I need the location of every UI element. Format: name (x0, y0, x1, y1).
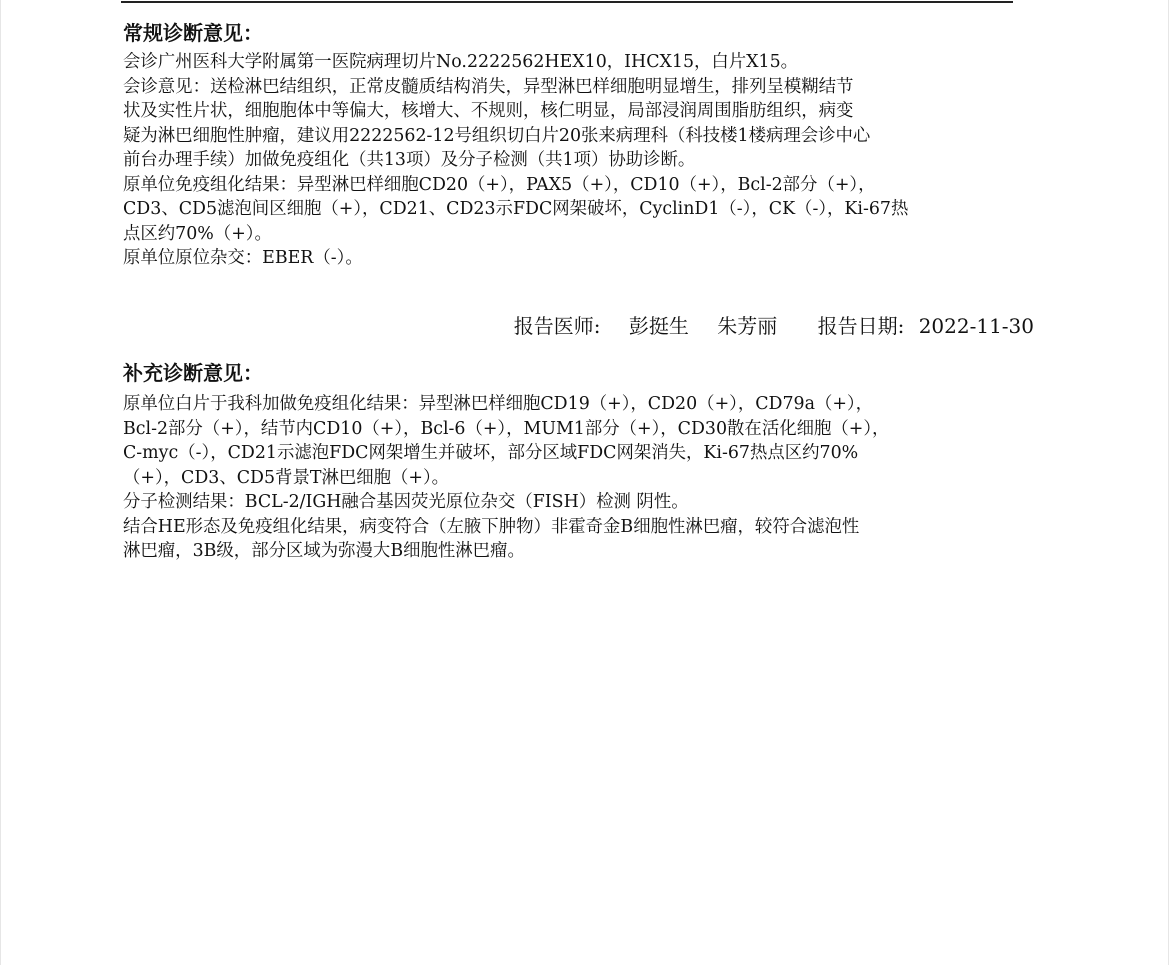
page-left-border (0, 0, 1, 965)
doctor-name-2: 朱芳丽 (717, 314, 778, 338)
supplementary-line: C-myc（-），CD21示滤泡FDC网架增生并破坏，部分区域FDC网架消失，Ki-67热点区约70% (123, 443, 859, 463)
routine-diagnosis-body (123, 50, 1033, 271)
supplementary-diagnosis-section (123, 360, 1033, 564)
supplementary-diagnosis-body (123, 392, 1033, 564)
doctor-name-1: 彭挺生 (628, 314, 689, 338)
supplementary-line: 淋巴瘤，3B级，部分区域为弥漫大B细胞性淋巴瘤。 (123, 541, 525, 561)
supplementary-line: （+），CD3、CD5背景T淋巴细胞（+）。 (123, 467, 450, 488)
routine-line: 疑为淋巴细胞性肿瘤，建议用2222562-12号组织切白片20张来病理科（科技楼1楼病理会诊中心 (123, 125, 871, 146)
routine-line: 会诊意见：送检淋巴结组织，正常皮髓质结构消失，异型淋巴样细胞明显增生，排列呈模糊结节 (123, 76, 854, 97)
supplementary-diagnosis-heading: 补充诊断意见： (123, 361, 263, 385)
supplementary-line: Bcl-2部分（+），结节内CD10（+），Bcl-6（+），MUM1部分（+），CD30散在活化细胞（+）， (123, 418, 890, 439)
page-right-border (1168, 0, 1169, 965)
routine-line: 点区约70%（+）。 (123, 223, 272, 244)
routine-line: 状及实性片状，细胞胞体中等偏大，核增大、不规则，核仁明显，局部浸润周围脂肪组织，病变 (123, 101, 854, 121)
doctor-label: 报告医师: (513, 314, 601, 338)
routine-line: CD3、CD5滤泡间区细胞（+），CD21、CD23示FDC网架破坏，CyclinD1（-），CK（-），Ki-67热 (123, 199, 909, 219)
supplementary-line: 分子检测结果：BCL-2/IGH融合基因荧光原位杂交（FISH）检测 阴性。 (123, 492, 689, 512)
supplementary-line: 结合HE形态及免疫组化结果，病变符合（左腋下肿物）非霍奇金B细胞性淋巴瘤，较符合滤泡性 (123, 516, 860, 537)
supplementary-line: 原单位白片于我科加做免疫组化结果：异型淋巴样细胞CD19（+），CD20（+），CD79a（+）， (123, 394, 874, 414)
routine-line: 会诊广州医科大学附属第一医院病理切片No.2222562HEX10，IHCX15，白片X15。 (123, 52, 799, 72)
routine-diagnosis-heading: 常规诊断意见： (123, 21, 263, 45)
routine-line: 原单位免疫组化结果：异型淋巴样细胞CD20（+），PAX5（+），CD10（+），Bcl-2部分（+）， (123, 174, 876, 195)
top-divider (121, 1, 1013, 3)
report-signature (514, 313, 1034, 339)
routine-line: 前台办理手续）加做免疫组化（共13项）及分子检测（共1项）协助诊断。 (123, 150, 696, 170)
routine-line: 原单位原位杂交：EBER（-）。 (123, 248, 363, 268)
report-date-label: 报告日期: (817, 314, 905, 338)
report-date: 2022-11-30 (918, 314, 1034, 338)
routine-diagnosis-section (123, 20, 1033, 271)
